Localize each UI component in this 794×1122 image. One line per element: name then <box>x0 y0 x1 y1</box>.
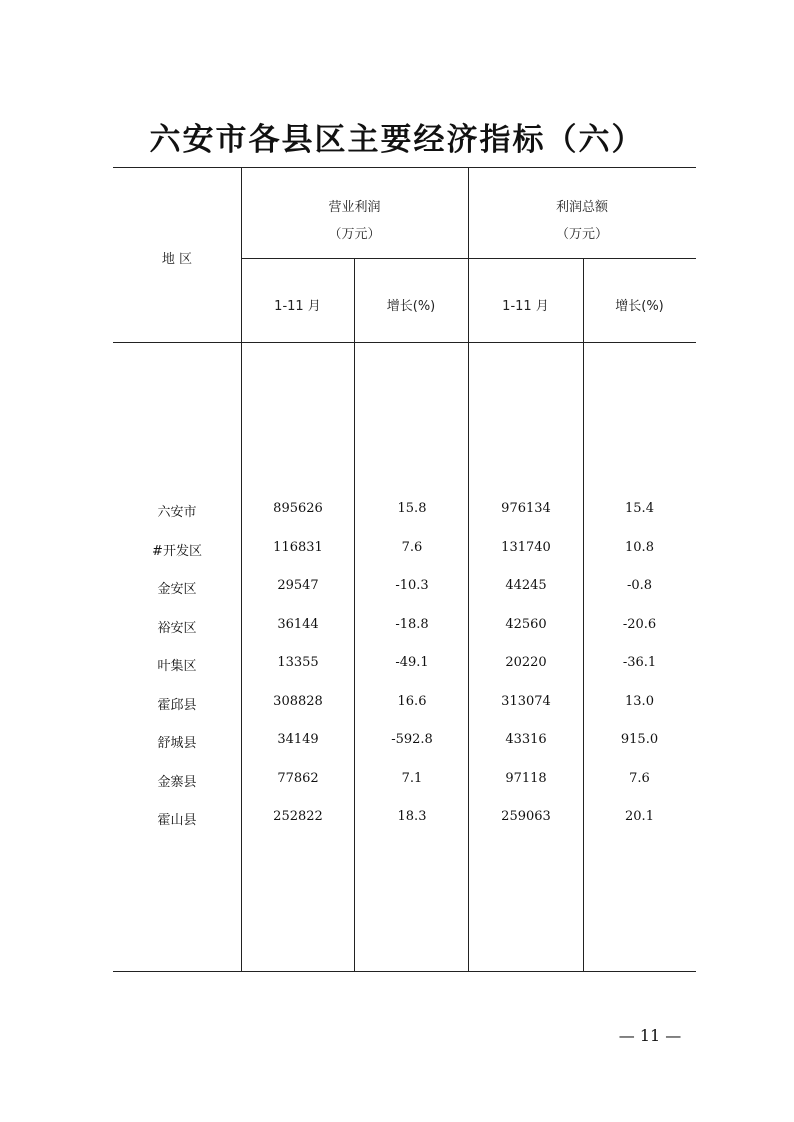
total-growth-cell: -0.8 <box>626 578 653 593</box>
table-row <box>113 501 696 521</box>
table-row <box>113 655 696 675</box>
total-profit-cell: 259063 <box>501 809 551 824</box>
table-row <box>113 809 696 829</box>
col-divider-4 <box>583 258 584 972</box>
region-cell: 裕安区 <box>157 621 197 636</box>
region-cell: 六安市 <box>157 505 197 520</box>
region-cell: 霍邱县 <box>157 698 197 713</box>
region-cell: 金寨县 <box>157 775 197 790</box>
total-profit-unit: （万元） <box>555 227 608 242</box>
op-profit-cell: 77862 <box>277 771 319 786</box>
op-profit-cell: 13355 <box>277 655 319 670</box>
total-profit-cell: 42560 <box>505 617 547 632</box>
total-growth-cell: 15.4 <box>625 501 654 516</box>
total-profit-cell: 313074 <box>501 694 551 709</box>
table-top-rule <box>113 167 696 168</box>
total-growth-cell: -20.6 <box>622 617 657 632</box>
col-divider-3 <box>468 167 469 972</box>
op-growth-cell: -10.3 <box>395 578 429 593</box>
page-title: 六安市各县区主要经济指标（六） <box>149 122 645 158</box>
total-profit-header <box>468 196 696 242</box>
total-growth-cell: 10.8 <box>625 540 654 555</box>
total-growth-cell: 7.6 <box>629 771 650 786</box>
col-divider-2 <box>354 258 355 972</box>
op-profit-cell: 252822 <box>273 809 323 824</box>
op-growth-cell: -18.8 <box>395 617 429 632</box>
table-row <box>113 694 696 714</box>
region-cell: 金安区 <box>157 582 197 597</box>
op-period-header: 1-11 月 <box>274 299 321 314</box>
total-growth-cell: -36.1 <box>622 655 657 670</box>
table-row <box>113 578 696 598</box>
total-profit-cell: 131740 <box>501 540 551 555</box>
total-profit-cell: 43316 <box>505 732 547 747</box>
table-row <box>113 732 696 752</box>
total-growth-cell: 20.1 <box>625 809 654 824</box>
op-profit-cell: 29547 <box>277 578 319 593</box>
op-growth-cell: -49.1 <box>395 655 429 670</box>
region-cell: 叶集区 <box>157 659 197 674</box>
total-profit-label: 利润总额 <box>555 200 608 215</box>
op-growth-cell: 16.6 <box>397 694 427 709</box>
total-growth-cell: 915.0 <box>620 732 659 747</box>
header-bottom-rule <box>113 342 696 343</box>
region-cell: 霍山县 <box>157 813 197 828</box>
table-bottom-rule <box>113 971 696 972</box>
table-row <box>113 540 696 560</box>
table-row <box>113 617 696 637</box>
op-profit-cell: 895626 <box>273 501 323 516</box>
op-profit-cell: 34149 <box>277 732 319 747</box>
op-growth-cell: -592.8 <box>391 732 433 747</box>
region-cell: #开发区 <box>152 544 202 559</box>
page-number: — 11 — <box>618 1026 682 1045</box>
table-row <box>113 771 696 791</box>
total-growth-header: 增长(%) <box>615 299 664 314</box>
operating-profit-header <box>241 196 468 242</box>
op-growth-cell: 18.3 <box>397 809 427 824</box>
region-header: 地 区 <box>161 252 193 267</box>
op-profit-cell: 116831 <box>273 540 323 555</box>
op-profit-cell: 36144 <box>277 617 319 632</box>
op-growth-cell: 7.1 <box>401 771 423 786</box>
op-growth-cell: 7.6 <box>401 540 423 555</box>
total-period-header: 1-11 月 <box>502 299 549 314</box>
total-profit-cell: 97118 <box>505 771 547 786</box>
op-growth-header: 增长(%) <box>386 299 436 314</box>
op-growth-cell: 15.8 <box>397 501 427 516</box>
total-profit-cell: 976134 <box>501 501 551 516</box>
operating-profit-unit: （万元） <box>328 227 381 242</box>
col-divider-1 <box>241 167 242 972</box>
operating-profit-label: 营业利润 <box>328 200 381 215</box>
total-profit-cell: 20220 <box>505 655 547 670</box>
total-growth-cell: 13.0 <box>625 694 654 709</box>
total-profit-cell: 44245 <box>505 578 547 593</box>
region-cell: 舒城县 <box>157 736 197 751</box>
op-profit-cell: 308828 <box>273 694 323 709</box>
